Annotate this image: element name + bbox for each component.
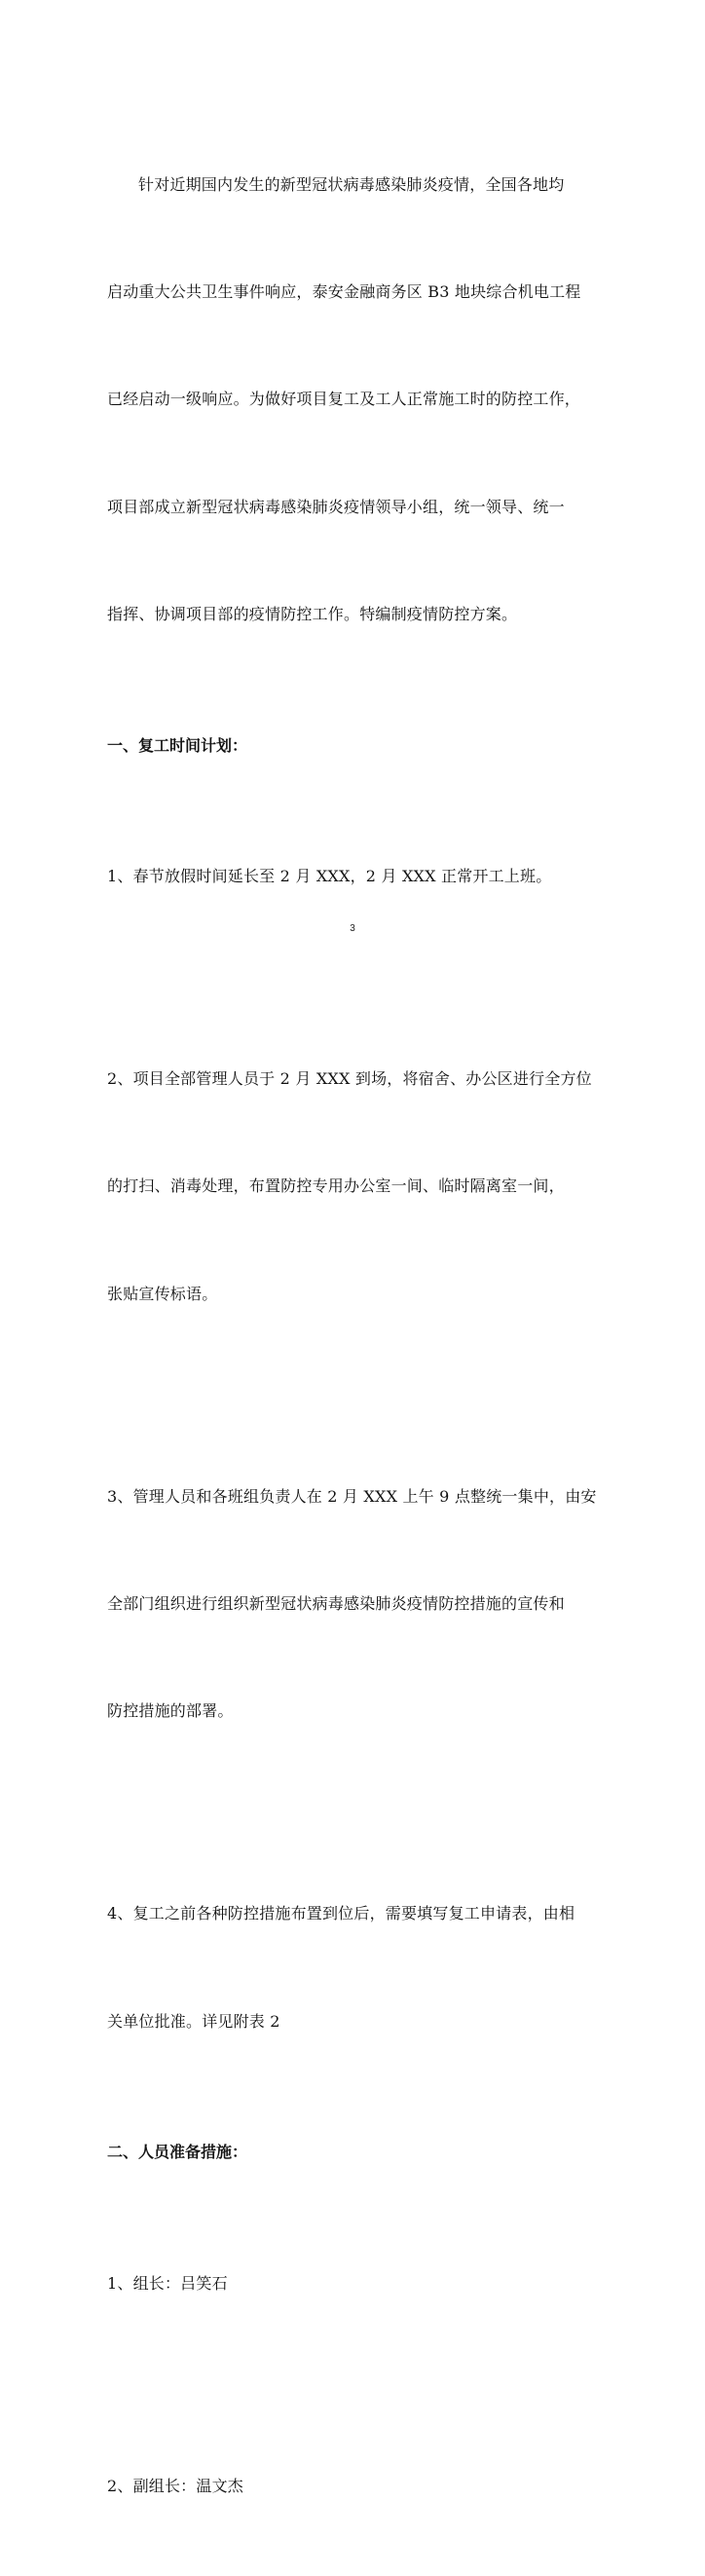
section-heading: 一、复工时间计划： [107,735,248,755]
list-item-line: 的打扫、消毒处理，布置防控专用办公室一间、临时隔离室一间， [107,1176,565,1196]
list-item [107,2397,604,2576]
intro-line: 项目部成立新型冠状病毒感染肺炎疫情领导小组，统一领导、统一 [107,497,565,516]
list-item [107,989,604,1384]
intro-line: 已经启动一级响应。为做好项目复工及工人正常施工时的防控工作， [107,390,581,409]
section-heading: 二、人员准备措施： [107,2143,248,2162]
intro-line: 指挥、协调项目部的疫情防控工作。特编制疫情防控方案。 [107,605,518,624]
list-item-line: 关单位批准。详见附表 2 [107,2011,280,2031]
list-item-line: 防控措施的部署。 [107,1701,234,1721]
list-item [107,1825,604,2111]
list-item-line: 3、管理人员和各班组负责人在 2 月 XXX 上午 9 点整统一集中，由安 [107,1486,597,1506]
list-item [107,2194,604,2373]
document-body [107,95,604,2576]
list-item [107,1407,604,1802]
page-number: 3 [350,923,355,934]
list-item-line: 1、春节放假时间延长至 2 月 XXX，2 月 XXX 正常开工上班。 [107,866,552,885]
intro-line: 针对近期国内发生的新型冠状病毒感染肺炎疫情，全国各地均 [138,174,565,194]
list-item-line: 2、项目全部管理人员于 2 月 XXX 到场，将宿舍、办公区进行全方位 [107,1068,592,1088]
list-item-line: 张贴宣传标语。 [107,1284,218,1303]
list-item-line: 4、复工之前各种防控措施布置到位后，需要填写复工申请表，由相 [107,1904,575,1923]
list-item-line: 2、副组长：温文杰 [107,2476,243,2495]
list-item-line: 全部门组织进行组织新型冠状病毒感染肺炎疫情防控措施的宣传和 [107,1594,565,1614]
intro-paragraph [107,95,604,705]
intro-line: 启动重大公共卫生事件响应，泰安金融商务区 B3 地块综合机电工程 [107,281,581,301]
list-item [107,787,604,966]
list-item-line: 1、组长：吕笑石 [107,2273,228,2293]
